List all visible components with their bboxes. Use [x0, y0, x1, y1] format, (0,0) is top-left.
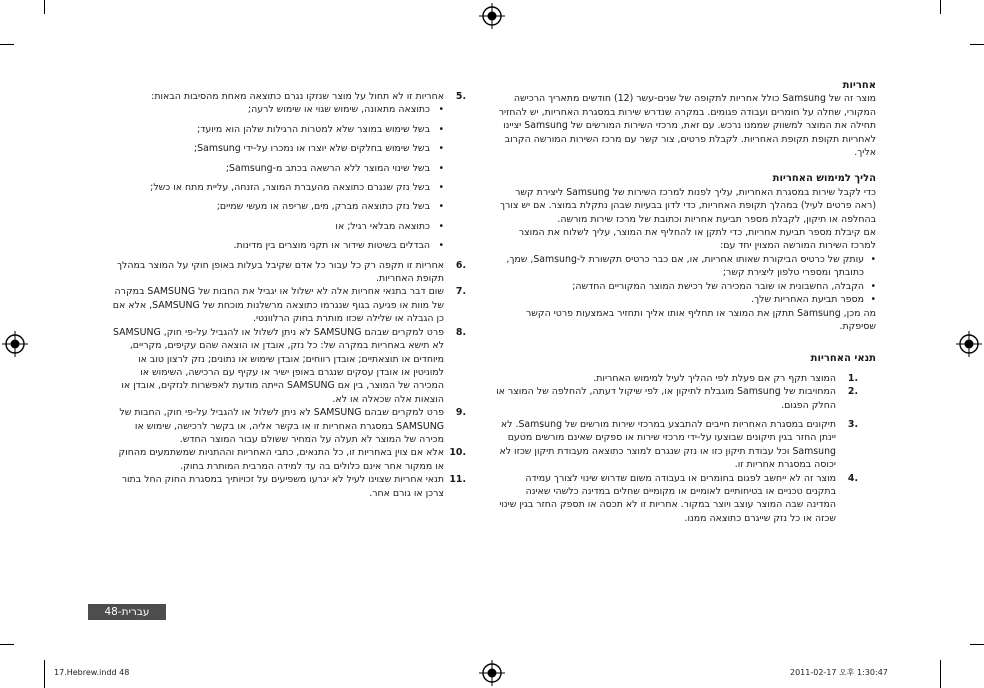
- procedure-heading: הליך למימוש האחריות: [772, 173, 876, 185]
- file-slug: 17.Hebrew.indd 48: [54, 668, 130, 677]
- conditions-heading: תנאי האחריות: [810, 353, 876, 365]
- exclusion-bullet: • בשל שימוש במוצר שלא למטרות הרגילות שלהן הוא מיועד;: [197, 123, 444, 135]
- condition-item: .9 פרט למקרים שבהם SAMSUNG לא ניתן לשלול או להגביל על-פי חוק, החבות של SAMSUNG במסגרת האחריות זו או בקשר אליה, או בקשר לרכישה, שימוש או מכירה של המוצר לא תעלה על המחיר ששולם עבור המוצר החדש.: [119, 407, 466, 445]
- condition-item: .7 שום דבר בתנאי אחריות אלה לא ישלול או יגביל את החבות של SAMSUNG במקרה של מוות או פגיעה בגוף שנגרמו כתוצאה מרשלנות מוכחת של SAMSUNG, אלא אם כן הגבלה או שלילה שכזו מותרת בחוק הרלוונטי.: [112, 286, 466, 325]
- condition-item: .2 המחויבות של Samsung מוגבלת לתיקון או, לפי שיקול דעתה, להחלפה של המוצר או החלק הפגום.: [496, 386, 858, 411]
- exclusion-bullet: • בשל שימוש בחלקים שלא יוצרו או נמכרו על-ידי Samsung;: [193, 143, 444, 155]
- exclusion-bullet: • בשל נזק שנגרם כתוצאה מהעברת המוצר, הזנחה, עליית מתח או כשל;: [150, 182, 444, 194]
- date-slug: 2011-02-17 오후 1:30:47: [790, 668, 888, 677]
- condition-item: .4 מוצר זה לא ייחשב לפגום בחומרים או בעבודה משום שדרוש שינוי לצורך עמידה בתקנים טכניים או בטיחותיים לאומיים או מקומיים שחלים במדינה כלשהי שאינה המדינה שבה המוצר עוצב ויוצר במקור. אחריות זו לא תכסה או תספק החזר בגין שינוי שכזה או כל נזק שייגרם כתוצאה ממנו.: [499, 472, 858, 524]
- condition-item: .3 תיקונים במסגרת האחריות חייבים להתבצע במרכזי שירות מורשים של Samsung. לא יינתן החזר בגין תיקונים שבוצעו על-ידי מרכזי שירות או ספקים שאינם מורשים מטעם Samsung וכל עבודת תיקון כזו או נזק שנגרם למוצר כתוצאה מעבודת תיקון שכזו לא יכוסה במסגרת אחריות זו.: [499, 418, 858, 471]
- crop-mark-bottom-left: [44, 660, 45, 688]
- warranty-text: מוצר זה של Samsung כולל אחריות לתקופה של שנים-עשר (12) חודשים מתאריך הרכישה המקורי, שחלה על חומרים ועבודה פגומים. במקרה שנדרש שירות במסגרת האחריות, יש להחזיר תחילה את המוצר למשווק שממנו נרכש. עם זאת, מרכזי השירות המורשים של Samsung יציינו לאחריות תקופת תקופת האחריות. לקבלת פרטים, צור קשר עם מרכז השירות המורשה הקרוב אליך.: [498, 93, 876, 159]
- condition-item: .8 פרט למקרים שבהם SAMSUNG לא ניתן לשלול או להגביל על-פי חוק, SAMSUNG לא תישא באחריות במקרה של: כל נזק, אובדן או הוצאה שהם עקיפים, מקריים, מיוחדים או תוצאתיים; אובדן רווחים; אובדן שימוש או נתונים; נזק לרצון טוב או למוניטין או אובדן עסקים שנגרם באופן ישיר או עקיף עם הרכישה, השימוש או המכירה של המוצר, בין אם SAMSUNG הייתה מודעת לאפשרות לנזקים, אובדן או הוצאות אלה שכאלה או לא.: [113, 326, 466, 405]
- page-number-badge: עברית-48: [88, 604, 166, 620]
- crop-mark-top-right: [940, 0, 941, 14]
- procedure-paragraph-3: מה מכן, Samsung תתקן את המוצר או תחליף אותו אליך ותחזיר באמצעות פרטי הקשר שסיפקת.: [525, 307, 876, 332]
- registration-mark-bottom-icon: [479, 660, 505, 686]
- warranty-heading: אחריות: [842, 80, 876, 91]
- crop-mark-bottom-right: [940, 660, 941, 688]
- left-column: [110, 90, 466, 500]
- crop-mark-bottom-left-h: [0, 644, 14, 645]
- procedure-bullet: • מספר תביעת האחריות שלך.: [751, 294, 876, 306]
- registration-mark-right-icon: [956, 331, 982, 357]
- right-column: [494, 79, 876, 525]
- crop-mark-top-right-h: [970, 44, 984, 45]
- exclusion-bullet: • בשל שינוי המוצר ללא הרשאה בכתב מ-Samsung;: [225, 162, 444, 174]
- crop-mark-bottom-right-h: [970, 644, 984, 645]
- exclusion-bullet: • כתוצאה מבלאי רגיל; או: [335, 220, 444, 232]
- crop-mark-top-left-h: [0, 44, 14, 45]
- procedure-paragraph-2: אם קיבלת מספר תביעת אחריות, כדי לתקן או להחליף את המוצר, עליך לשלוח את המוצר למרכז השירות המורשה המצוין יחד עם:: [518, 227, 876, 252]
- condition-item-5: .5 אחריות זו לא תחול על מוצר שנזקו נגרם כתוצאה מאחת מהסיבות הבאות:: [151, 91, 466, 102]
- condition-item: .10 אלא אם צוין באחריות זו, כל התנאים, כתבי האחריות וההתניות שמשתמעים מהחוק או ממקור אחר אינם כלולים בה עד למידה המרבית המותרת בחוק.: [118, 447, 466, 472]
- condition-item: .6 אחריות זו תקפה רק כל עבור כל אדם שקיבל בעלות באופן חוקי על המוצר במהלך תקופת האחריות.: [117, 259, 466, 285]
- condition-item: .1 המוצר תקף רק אם פעלת לפי ההליך לעיל למימוש האחריות.: [593, 372, 858, 384]
- procedure-paragraph-1: כדי לקבל שירות במסגרת האחריות, עליך לפנות למרכז השירות של Samsung ליצירת קשר (ראה פרטים לעיל) במהלך תקופת האחריות, כדי לדון בבעיות שבהן נתקלת במוצר. אם יש צורך בהחלפה או תיקון, לקבלת מספר תביעת אחריות וכתובת של מרכז שירות מורשה.: [499, 186, 876, 225]
- crop-mark-top-left: [44, 0, 45, 14]
- exclusion-bullet: • הבדלים בשיטות שידור או תקני מוצרים בין מדינות.: [233, 240, 444, 252]
- exclusion-bullet: • כתוצאה מתאונה, שימוש שגוי או שימוש לרעה;: [247, 104, 444, 116]
- procedure-bullet: • הקבלה, החשבונית או שובר המכירה של רכישת המוצר המקוריים החדשה;: [572, 280, 876, 292]
- registration-mark-top-icon: [479, 3, 505, 29]
- condition-item: .11 תנאי אחריות שצוינו לעיל לא יגרעו משפיעים על זכויותיך במסגרת החוק החל בתור צרכן או גורם אחר.: [121, 474, 466, 499]
- registration-mark-left-icon: [2, 331, 28, 357]
- exclusion-bullet: • בשל נזק כתוצאה מברק, מים, שריפה או מעשי שמיים;: [216, 201, 444, 213]
- procedure-bullet: • עותק של כרטיס הביקורת שאותו אחריות, או, אם כבר כרטיס תקשורת ל-Samsung, שמך, כתובתך ומספרי טלפון ליצירת קשר;: [506, 253, 876, 279]
